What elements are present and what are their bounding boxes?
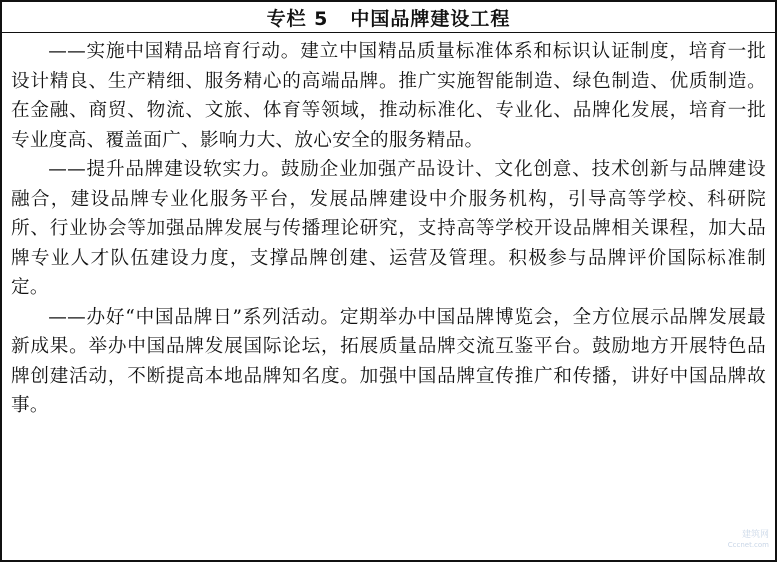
box-label: 专栏 5 (266, 7, 329, 30)
watermark-text: 建筑网 (741, 530, 769, 540)
watermark-url: Cccnet.com (727, 541, 769, 549)
box-title: 中国品牌建设工程 (350, 7, 511, 30)
paragraph-brand-day: ——办好“中国品牌日”系列活动。定期举办中国品牌博览会，全方位展示品牌发展最新成果。举办中国品牌发展国际论坛，拓展质量品牌交流互鉴平台。鼓励地方开展特色品牌创建活动，不断提高本地品牌知名度。加强中国品牌宣传推广和传播，讲好中国品牌故事。 (11, 306, 766, 416)
box-body (2, 33, 775, 421)
box-header (2, 2, 775, 33)
paragraph-brand-quality: ——实施中国精品培育行动。建立中国精品质量标准体系和标识认证制度，培育一批设计精良、生产精细、服务精心的高端品牌。推广实施智能制造、绿色制造、优质制造。在金融、商贸、物流、文旅、体育等领域，推动标准化、专业化、品牌化发展，培育一批专业度高、覆盖面广、影响力大、放心安全的服务精品。 (11, 41, 766, 151)
paragraph-brand-soft-power: ——提升品牌建设软实力。鼓励企业加强产品设计、文化创意、技术创新与品牌建设融合，建设品牌专业化服务平台，发展品牌建设中介服务机构，引导高等学校、科研院所、行业协会等加强品牌发展与传播理论研究，支持高等学校开设品牌相关课程，加大品牌专业人才队伍建设力度，支撑品牌创建、运营及管理。积极参与品牌评价国际标准制定。 (11, 159, 766, 298)
watermark-logo (717, 530, 769, 556)
